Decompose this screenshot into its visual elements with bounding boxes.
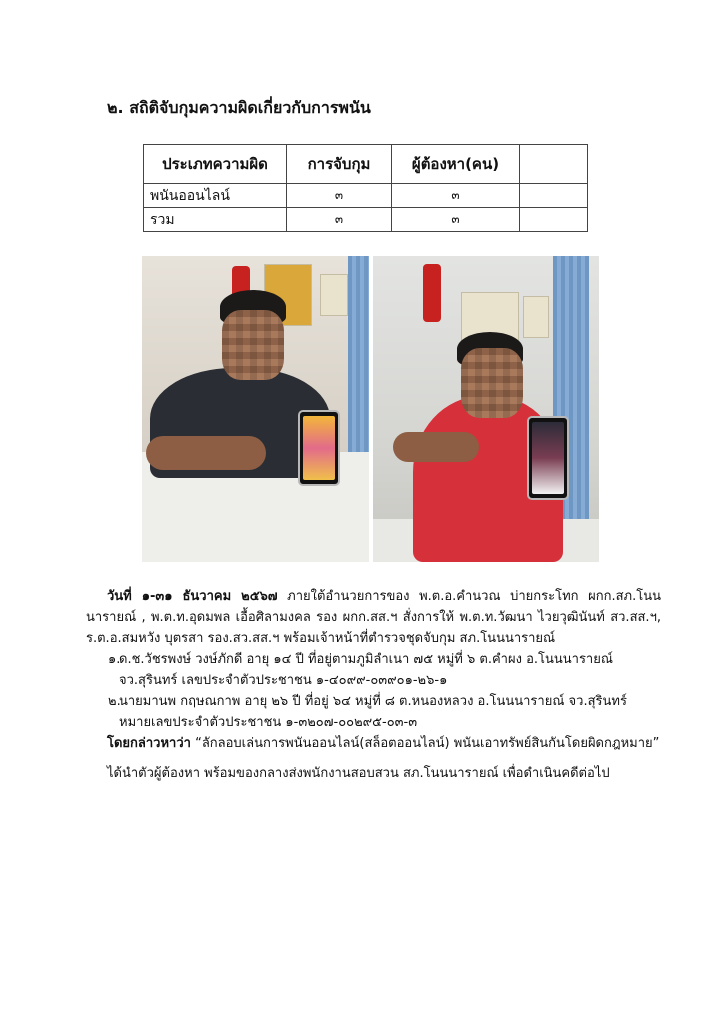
- smartphone-icon: [298, 410, 340, 486]
- cell-suspects: ๓: [392, 208, 520, 232]
- cell-offense-type: รวม: [144, 208, 287, 232]
- charge-lead: โดยกล่าวหาว่า: [107, 736, 191, 751]
- blurred-face: [222, 310, 284, 380]
- suspect-number: ๑.: [108, 652, 121, 667]
- table-row: [144, 184, 588, 208]
- charge-statement: [86, 733, 661, 754]
- cell-arrests: ๓: [287, 184, 392, 208]
- report-date: วันที่ ๑-๓๑ ธันวาคม ๒๕๖๗: [107, 589, 278, 604]
- fire-extinguisher-icon: [423, 264, 441, 322]
- suspect-arm: [146, 436, 266, 470]
- cell-suspects: ๓: [392, 184, 520, 208]
- cell-arrests: ๓: [287, 208, 392, 232]
- arrest-photos: [142, 256, 599, 562]
- notice-paper: [523, 296, 549, 338]
- suspect-details: ด.ช.วัชรพงษ์ วงษ์ภักดี อายุ ๑๔ ปี ที่อยู่ตามภูมิลำเนา ๗๕ หมู่ที่ ๖ ต.คำผง อ.โนนนารายณ์ จว.สุรินทร์ เลขประจำตัวประชาชน ๑-๔๐๙๙-๐๓๙๐๑-๒๖-๑: [119, 652, 613, 688]
- report-paragraph: [86, 586, 661, 649]
- cell-extra: [520, 184, 588, 208]
- list-item: [86, 691, 661, 733]
- col-header-blank: [520, 145, 588, 184]
- suspect-number: ๒.: [108, 694, 121, 709]
- notice-paper: [320, 274, 348, 316]
- col-header-suspects: ผู้ต้องหา(คน): [392, 145, 520, 184]
- suspect-details: นายมานพ กฤษณกาพ อายุ ๒๖ ปี ที่อยู่ ๖๔ หมู่ที่ ๘ ต.หนองหลวง อ.โนนนารายณ์ จว.สุรินทร์ หมายเลขประจำตัวประชาชน ๑-๓๒๐๗-๐๐๒๙๕-๐๓-๓: [119, 694, 627, 730]
- col-header-offense-type: ประเภทความผิด: [144, 145, 287, 184]
- table-row: [144, 208, 588, 232]
- table-header-row: [144, 145, 588, 184]
- charge-text: “ลักลอบเล่นการพนันออนไลน์(สล็อตออนไลน์) พนันเอาทรัพย์สินกันโดยผิดกฎหมาย”: [190, 736, 660, 751]
- blurred-face: [461, 348, 523, 418]
- section-heading: ๒. สถิติจับกุมความผิดเกี่ยวกับการพนัน: [107, 98, 371, 117]
- list-item: [86, 649, 661, 691]
- cell-extra: [520, 208, 588, 232]
- arrest-stats-table: [143, 144, 588, 232]
- report-paragraph-text: ภายใต้อำนวยการของ พ.ต.อ.คำนวณ บ่ายกระโทก ผกก.สภ.โนนนารายณ์ , พ.ต.ท.อุดมพล เอื้อศิลามงคล รอง ผกก.สส.ฯ สั่งการให้ พ.ต.ท.วัฒนา ไวยวุฒินันท์ สว.สส.ฯ, ร.ต.อ.สมหวัง บุตรสา รอง.สว.สส.ฯ พร้อมเจ้าหน้าที่ตำรวจชุดจับกุม สภ.โนนนารายณ์: [86, 589, 661, 646]
- cell-offense-type: พนันออนไลน์: [144, 184, 287, 208]
- suspect-list: [86, 649, 661, 733]
- col-header-arrests: การจับกุม: [287, 145, 392, 184]
- suspect-photo-2: [373, 256, 600, 562]
- smartphone-icon: [527, 416, 569, 500]
- suspect-arm: [393, 432, 479, 462]
- closing-statement: ได้นำตัวผู้ต้องหา พร้อมของกลางส่งพนักงานสอบสวน สภ.โนนนารายณ์ เพื่อดำเนินคดีต่อไป: [107, 766, 610, 781]
- report-body: [86, 586, 661, 784]
- suspect-photo-1: [142, 256, 369, 562]
